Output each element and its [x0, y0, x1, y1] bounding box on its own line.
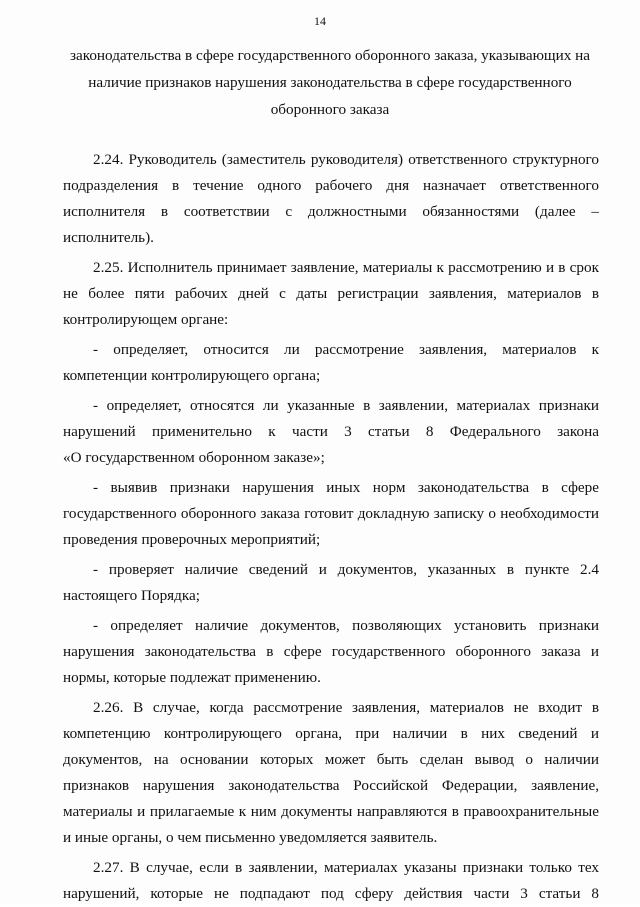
- paragraph-p-item-1: [63, 337, 599, 389]
- paragraph-line: нарушений применительно к части 3 статьи 8 Федерального закона: [63, 423, 599, 440]
- paragraph-p-item-2: [63, 393, 599, 471]
- paragraph-line: - определяет, относится ли рассмотрение заявления, материалов к: [93, 341, 599, 358]
- paragraph-line: 2.25. Исполнитель принимает заявление, материалы к рассмотрению и в срок: [93, 259, 599, 276]
- paragraph-line: «О государственном оборонном заказе»;: [63, 449, 325, 466]
- paragraph-line: не более пяти рабочих дней с даты регистрации заявления, материалов в: [63, 285, 599, 302]
- paragraph-p-2-24: [63, 147, 599, 251]
- paragraph-line: компетенцию контролирующего органа, при наличии в них сведений и: [63, 725, 599, 742]
- paragraph-line: государственного оборонного заказа готовит докладную записку о необходимости: [63, 505, 599, 522]
- section-heading: [60, 42, 600, 123]
- paragraph-line: нарушений, которые не подпадают под сферу действия части 3 статьи 8: [63, 885, 599, 902]
- paragraph-line: - проверяет наличие сведений и документов, указанных в пункте 2.4: [93, 561, 599, 578]
- document-body: [63, 147, 599, 907]
- paragraph-line: нормы, которые подлежат применению.: [63, 669, 321, 686]
- paragraph-line: и иные органы, о чем письменно уведомляется заявитель.: [63, 829, 438, 846]
- paragraph-line: контролирующем органе:: [63, 311, 229, 328]
- paragraph-line: признаков нарушения законодательства Российской Федерации, заявление,: [63, 777, 599, 794]
- paragraph-line: компетенции контролирующего органа;: [63, 367, 321, 384]
- paragraph-line: исполнитель).: [63, 229, 154, 246]
- paragraph-p-item-3: [63, 475, 599, 553]
- paragraph-line: - определяет наличие документов, позволяющих установить признаки: [93, 617, 599, 634]
- page-number: 14: [314, 14, 326, 28]
- paragraph-line: настоящего Порядка;: [63, 587, 200, 604]
- paragraph-line: исполнителя в соответствии с должностными обязанностями (далее –: [63, 203, 599, 220]
- paragraph-line: нарушения законодательства в сфере государственного оборонного заказа и: [63, 643, 599, 660]
- paragraph-line: документов, на основании которых может быть сделан вывод о наличии: [63, 751, 599, 768]
- paragraph-p-2-27: [63, 855, 599, 907]
- paragraph-line: 2.24. Руководитель (заместитель руководителя) ответственного структурного: [93, 151, 599, 168]
- paragraph-p-2-26: [63, 695, 599, 851]
- paragraph-line: материалы и прилагаемые к ним документы направляются в правоохранительные: [63, 803, 599, 820]
- paragraph-line: проведения проверочных мероприятий;: [63, 531, 321, 548]
- heading-line: оборонного заказа: [270, 101, 390, 118]
- paragraph-line: 2.26. В случае, когда рассмотрение заявления, материалов не входит в: [93, 699, 599, 716]
- paragraph-p-item-4: [63, 557, 599, 609]
- paragraph-line: 2.27. В случае, если в заявлении, материалах указаны признаки только тех: [93, 859, 599, 876]
- paragraph-line: - выявив признаки нарушения иных норм законодательства в сфере: [93, 479, 599, 496]
- paragraph-line: - определяет, относятся ли указанные в заявлении, материалах признаки: [93, 397, 599, 414]
- paragraph-line: подразделения в течение одного рабочего дня назначает ответственного: [63, 177, 599, 194]
- paragraph-p-2-25: [63, 255, 599, 333]
- heading-line: законодательства в сфере государственного оборонного заказа, указывающих на: [69, 47, 590, 64]
- paragraph-p-item-5: [63, 613, 599, 691]
- heading-line: наличие признаков нарушения законодательства в сфере государственного: [88, 74, 572, 91]
